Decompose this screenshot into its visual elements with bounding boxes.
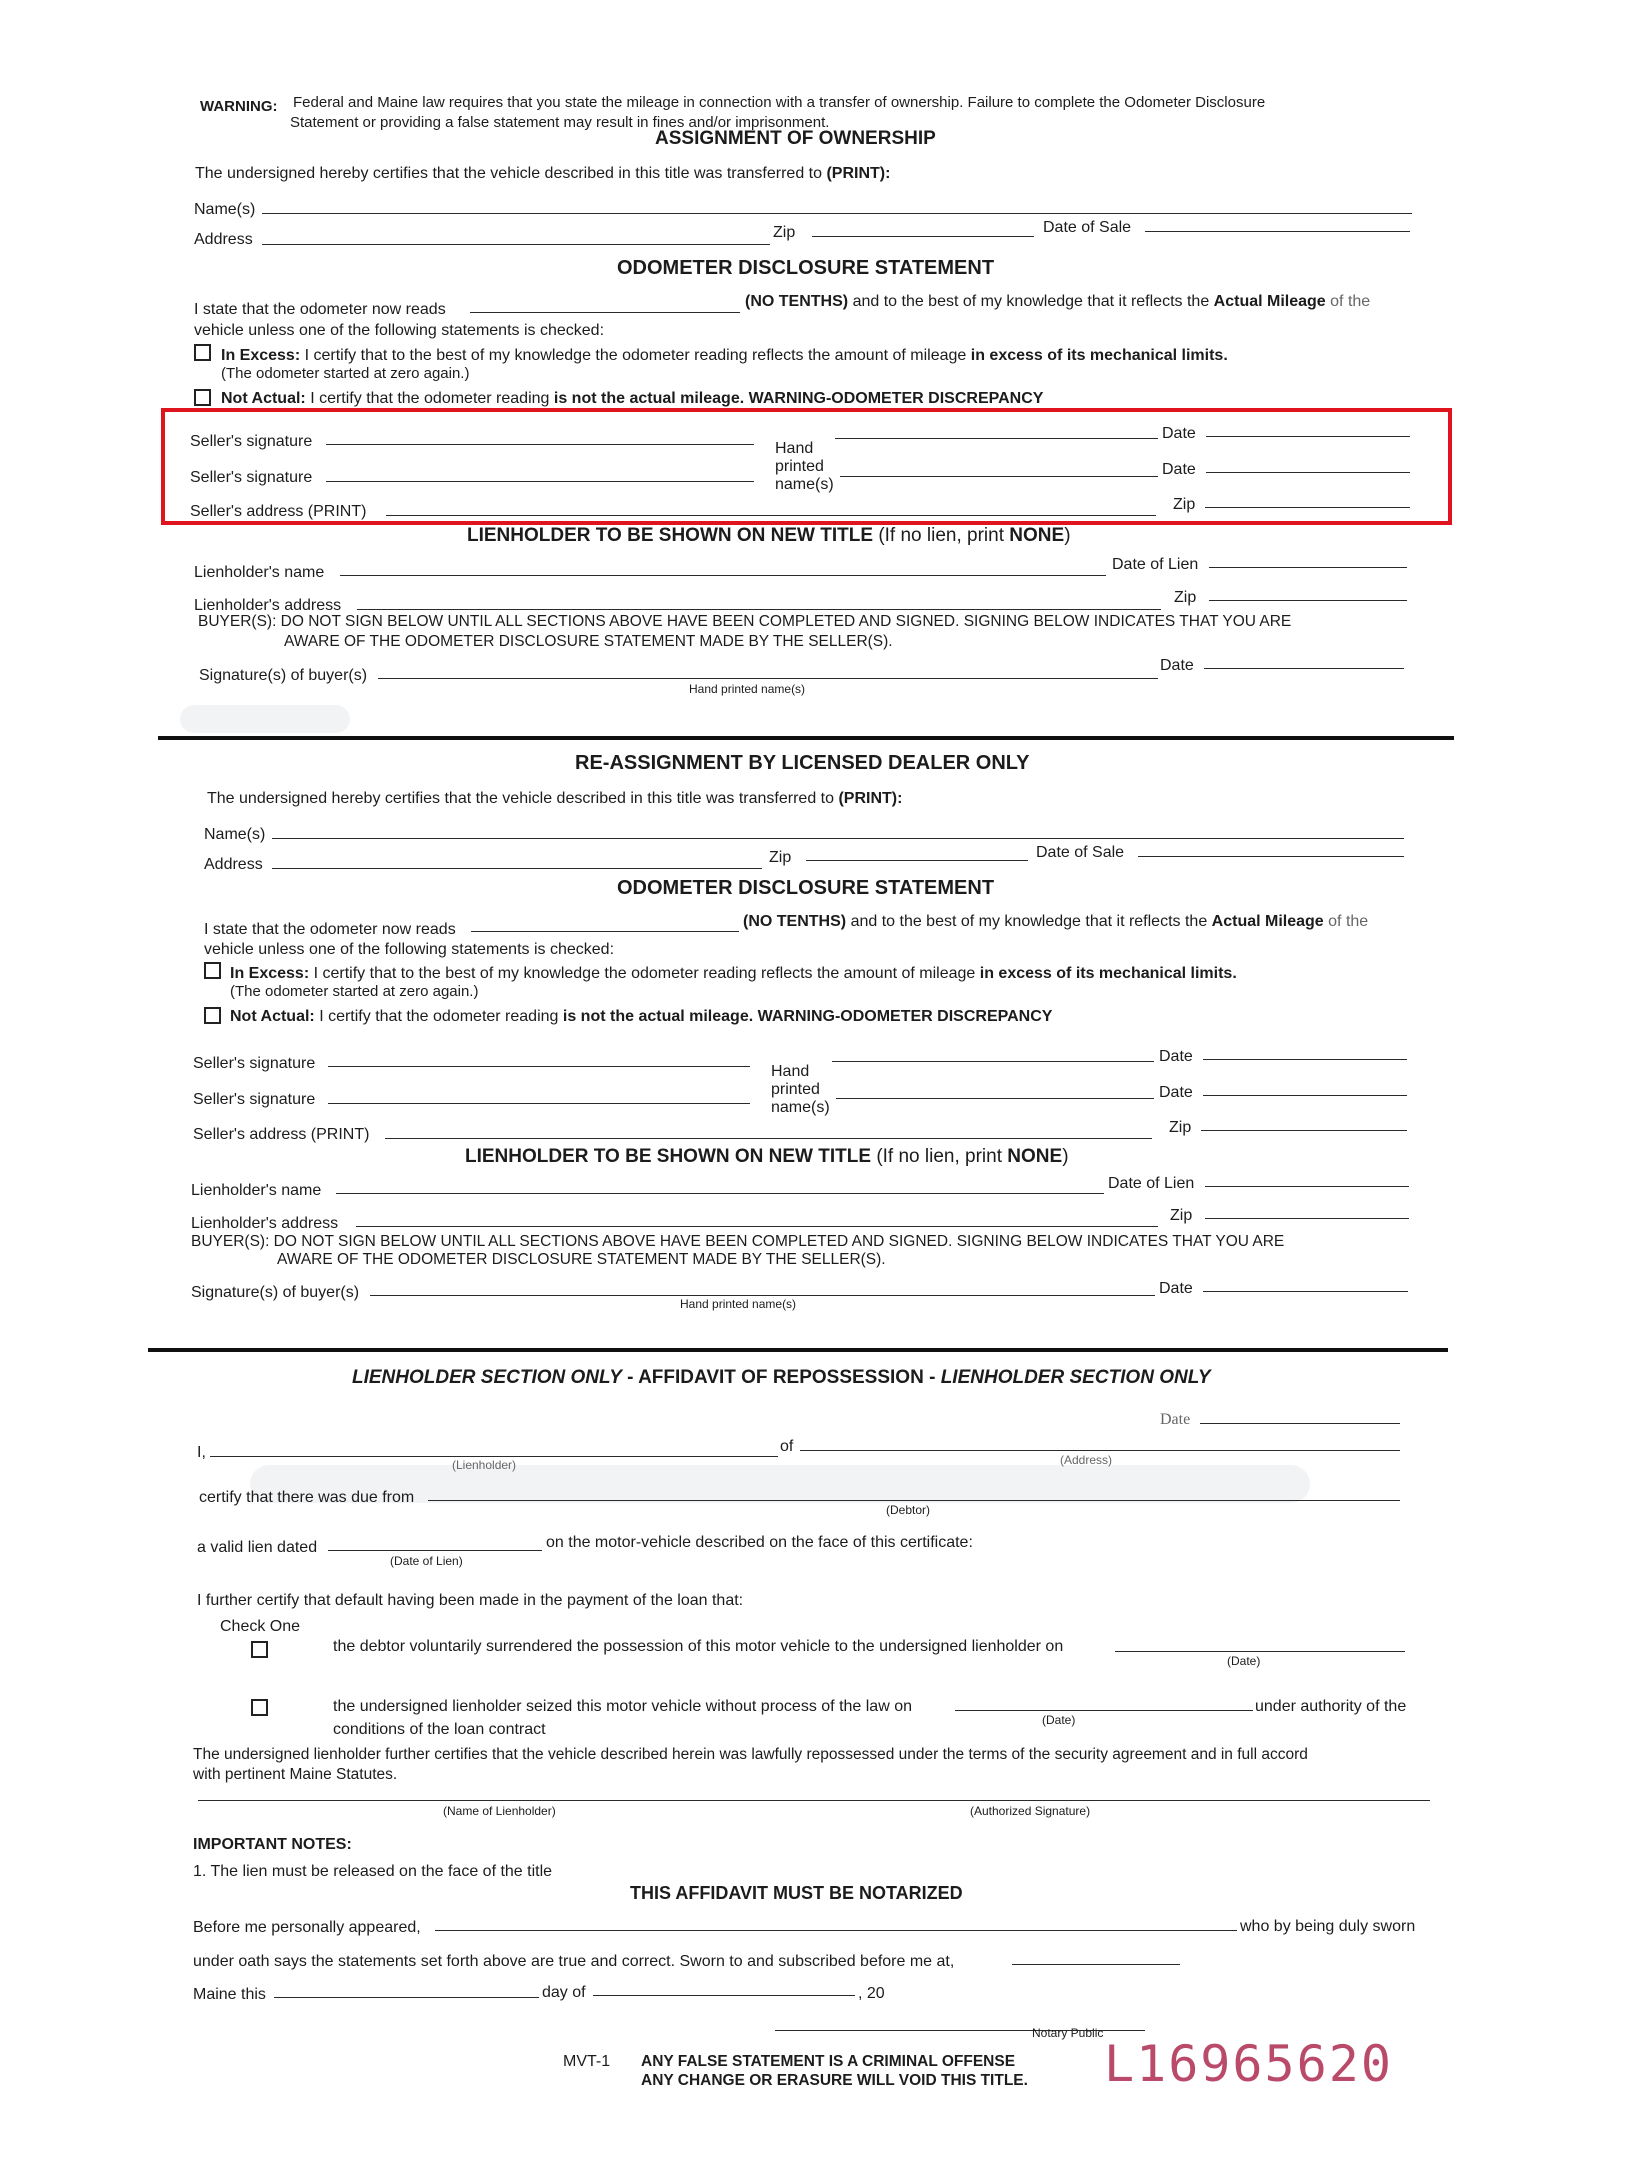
- buyer-warning-line-1: BUYER(S): DO NOT SIGN BELOW UNTIL ALL SECTIONS ABOVE HAVE BEEN COMPLETED AND SIGNED. SIGNING BELOW INDICATES THAT YOU ARE: [198, 613, 1292, 630]
- seller-address-label: Seller's address (PRINT): [190, 503, 367, 520]
- date-of-sale-label: Date of Sale: [1043, 219, 1132, 236]
- started-zero-note-2: (The odometer started at zero again.): [230, 983, 479, 1000]
- hand-printed-field-1[interactable]: [835, 438, 1158, 439]
- seller-zip-label-2: Zip: [1169, 1119, 1192, 1136]
- buyer-signature-label-2: Signature(s) of buyer(s): [191, 1284, 360, 1301]
- seller-date-field-1[interactable]: [1206, 436, 1410, 437]
- seller-signature-field-3[interactable]: [328, 1066, 750, 1067]
- date-of-lien-label-2: Date of Lien: [1108, 1175, 1195, 1192]
- odometer-reads-text: I state that the odometer now reads: [194, 301, 446, 318]
- debtor-field[interactable]: [428, 1500, 1400, 1501]
- paper-smudge: [180, 705, 350, 733]
- hand-printed-field-3[interactable]: [832, 1061, 1154, 1062]
- seller-zip-field[interactable]: [1205, 507, 1410, 508]
- debtor-caption: (Debtor): [886, 1503, 931, 1517]
- month-field[interactable]: [593, 1995, 855, 1996]
- odometer-reading-field[interactable]: [470, 312, 740, 313]
- of-label: of: [780, 1438, 794, 1455]
- option-surrendered-checkbox[interactable]: [251, 1641, 268, 1658]
- zip-field-2[interactable]: [806, 860, 1028, 861]
- seller-address-field-2[interactable]: [385, 1138, 1152, 1139]
- odometer-reads-text-2: I state that the odometer now reads: [204, 921, 456, 938]
- hand-printed-label-6: name(s): [771, 1099, 830, 1116]
- further-certify-text: I further certify that default having been made in the payment of the loan that:: [197, 1592, 744, 1609]
- surrender-date-field[interactable]: [1115, 1651, 1405, 1652]
- seller-signature-label-1: Seller's signature: [190, 433, 313, 450]
- started-zero-note: (The odometer started at zero again.): [221, 365, 470, 382]
- notarized-title: THIS AFFIDAVIT MUST BE NOTARIZED: [630, 1883, 963, 1903]
- lienholder-signature-field[interactable]: [198, 1800, 1430, 1801]
- date-of-sale-field-2[interactable]: [1138, 856, 1404, 857]
- on-vehicle-text: on the motor-vehicle described on the face of this certificate:: [546, 1534, 973, 1551]
- buyer-warning-line-3: BUYER(S): DO NOT SIGN BELOW UNTIL ALL SECTIONS ABOVE HAVE BEEN COMPLETED AND SIGNED. SIGNING BELOW INDICATES THAT YOU ARE: [191, 1233, 1285, 1250]
- seller-zip-label: Zip: [1173, 496, 1196, 513]
- lienholder-address-label-1: Lienholder's address: [194, 597, 342, 614]
- odometer-vehicle-unless-2: vehicle unless one of the following statements is checked:: [204, 941, 615, 958]
- lienholder-zip-field-2[interactable]: [1205, 1218, 1409, 1219]
- seller-date-field-3[interactable]: [1203, 1059, 1407, 1060]
- date-of-lien-field-1[interactable]: [1209, 567, 1407, 568]
- in-excess-statement: In Excess: I certify that to the best of my knowledge the odometer reading reflects the amount of mileage in excess of its mechanical limits.: [221, 347, 1228, 364]
- under-oath-text: under oath says the statements set forth above are true and correct. Sworn to and subscribed before me at,: [193, 1953, 955, 1970]
- name-of-lienholder-caption: (Name of Lienholder): [443, 1804, 556, 1818]
- seller-signature-label-3: Seller's signature: [193, 1055, 316, 1072]
- form-id: MVT-1: [563, 2053, 611, 2070]
- sworn-location-field[interactable]: [1012, 1964, 1180, 1965]
- buyer-date-label-2: Date: [1159, 1280, 1193, 1297]
- appeared-name-field[interactable]: [435, 1930, 1237, 1931]
- repossession-date-label: Date: [1160, 1411, 1191, 1428]
- odometer-reading-field-2[interactable]: [471, 931, 739, 932]
- lienholder-caption: (Lienholder): [452, 1458, 517, 1472]
- lienholder-name-label-1: Lienholder's name: [194, 564, 325, 581]
- option-seized-checkbox[interactable]: [251, 1699, 268, 1716]
- buyer-hand-printed-2: Hand printed name(s): [680, 1297, 797, 1311]
- zip-field[interactable]: [812, 236, 1034, 237]
- seller-signature-field-2[interactable]: [326, 481, 754, 482]
- warning-line-2: Statement or providing a false statement may result in fines and/or imprisonment.: [290, 114, 830, 131]
- footer-line-1: ANY FALSE STATEMENT IS A CRIMINAL OFFENSE: [641, 2053, 1016, 2070]
- buyer-signature-field-1[interactable]: [378, 678, 1158, 679]
- in-excess-checkbox-2[interactable]: [204, 962, 221, 979]
- names-label-2: Name(s): [204, 826, 266, 843]
- seller-date-field-2[interactable]: [1206, 472, 1410, 473]
- not-actual-checkbox[interactable]: [194, 389, 211, 406]
- odometer-title-1: ODOMETER DISCLOSURE STATEMENT: [617, 257, 995, 279]
- not-actual-statement-2: Not Actual: I certify that the odometer reading is not the actual mileage. WARNING-ODOMETER DISCREPANCY: [230, 1008, 1053, 1025]
- duly-sworn-text: who by being duly sworn: [1240, 1918, 1416, 1935]
- important-notes-title: IMPORTANT NOTES:: [193, 1836, 352, 1853]
- zip-label: Zip: [773, 224, 796, 241]
- odometer-title-2: ODOMETER DISCLOSURE STATEMENT: [617, 877, 995, 899]
- lienholder-zip-field-1[interactable]: [1209, 600, 1407, 601]
- hand-printed-label-5: printed: [771, 1081, 820, 1098]
- important-note-1: 1. The lien must be released on the face of the title: [193, 1863, 553, 1880]
- hand-printed-label-2: printed: [775, 458, 824, 475]
- surrender-date-caption: (Date): [1227, 1654, 1261, 1668]
- zip-label-2: Zip: [769, 849, 792, 866]
- lienholder-address-label-2: Lienholder's address: [191, 1215, 339, 1232]
- reassignment-title: RE-ASSIGNMENT BY LICENSED DEALER ONLY: [575, 752, 1030, 774]
- lienholder-address-field[interactable]: [800, 1450, 1400, 1451]
- seller-address-label-2: Seller's address (PRINT): [193, 1126, 370, 1143]
- seller-zip-field-2[interactable]: [1201, 1130, 1407, 1131]
- seized-date-caption: (Date): [1042, 1713, 1076, 1727]
- lienholder-address-field-2[interactable]: [356, 1226, 1158, 1227]
- date-of-lien-caption: (Date of Lien): [390, 1554, 463, 1568]
- before-me-label: Before me personally appeared,: [193, 1919, 421, 1936]
- seller-date-label-3: Date: [1159, 1048, 1193, 1065]
- option-seized-text: the undersigned lienholder seized this motor vehicle without process of the law on: [333, 1698, 912, 1715]
- seller-signature-label-4: Seller's signature: [193, 1091, 316, 1108]
- maine-this-label: Maine this: [193, 1986, 266, 2003]
- reassignment-certify-text: The undersigned hereby certifies that the vehicle described in this title was transferred to (PRINT):: [207, 790, 903, 807]
- seller-signature-label-2: Seller's signature: [190, 469, 313, 486]
- in-excess-checkbox[interactable]: [194, 344, 211, 361]
- warning-prefix: WARNING:: [200, 98, 278, 115]
- buyer-hand-printed-1: Hand printed name(s): [689, 682, 806, 696]
- valid-lien-label: a valid lien dated: [197, 1539, 318, 1556]
- check-one-label: Check One: [220, 1618, 301, 1635]
- date-of-sale-label-2: Date of Sale: [1036, 844, 1125, 861]
- buyer-signature-label-1: Signature(s) of buyer(s): [199, 667, 368, 684]
- lienholder-field[interactable]: [210, 1456, 778, 1457]
- not-actual-statement: Not Actual: I certify that the odometer reading is not the actual mileage. WARNING-ODOMETER DISCREPANCY: [221, 390, 1044, 407]
- day-of-label: day of: [542, 1984, 586, 2001]
- odometer-reflects-text-2: (NO TENTHS) and to the best of my knowledge that it reflects the Actual Mileage of the: [743, 913, 1369, 930]
- lienholder-name-field-1[interactable]: [340, 575, 1106, 576]
- i-label: I,: [197, 1444, 206, 1461]
- address-label-2: Address: [204, 856, 263, 873]
- section-divider-2: [148, 1348, 1448, 1352]
- day-field[interactable]: [274, 1997, 539, 1998]
- lienholder-address-field-1[interactable]: [357, 609, 1161, 610]
- odometer-reflects-text: (NO TENTHS) and to the best of my knowledge that it reflects the Actual Mileage of the: [745, 293, 1371, 310]
- lienholder-title-1: LIENHOLDER TO BE SHOWN ON NEW TITLE (If no lien, print NONE): [467, 525, 1071, 546]
- seller-date-label-4: Date: [1159, 1084, 1193, 1101]
- seized-date-field[interactable]: [955, 1710, 1253, 1711]
- names-field[interactable]: [262, 213, 1412, 214]
- address-label: Address: [194, 231, 253, 248]
- authorized-signature-caption: (Authorized Signature): [970, 1804, 1091, 1818]
- seller-signature-field-4[interactable]: [328, 1103, 750, 1104]
- in-excess-statement-2: In Excess: I certify that to the best of my knowledge the odometer reading reflects the amount of mileage in excess of its mechanical limits.: [230, 965, 1237, 982]
- seller-date-label-2: Date: [1162, 461, 1196, 478]
- under-authority-text: under authority of the: [1255, 1698, 1407, 1715]
- address-caption: (Address): [1060, 1453, 1113, 1467]
- lienholder-zip-label-2: Zip: [1170, 1207, 1193, 1224]
- lienholder-zip-label-1: Zip: [1174, 589, 1197, 606]
- certify-due-label: certify that there was due from: [199, 1489, 415, 1506]
- loan-contract-text: conditions of the loan contract: [333, 1721, 546, 1738]
- footer-line-2: ANY CHANGE OR ERASURE WILL VOID THIS TITLE.: [641, 2072, 1028, 2089]
- buyer-date-field-2[interactable]: [1203, 1291, 1408, 1292]
- lienholder-name-label-2: Lienholder's name: [191, 1182, 322, 1199]
- odometer-vehicle-unless: vehicle unless one of the following statements is checked:: [194, 322, 605, 339]
- hand-printed-field-4[interactable]: [836, 1098, 1154, 1099]
- further-certifies-line-1: The undersigned lienholder further certifies that the vehicle described herein was lawfully repossessed under the terms of the security agreement and in full accord: [193, 1746, 1308, 1763]
- option-surrendered-text: the debtor voluntarily surrendered the possession of this motor vehicle to the undersigned lienholder on: [333, 1638, 1064, 1655]
- year-label: , 20: [858, 1985, 885, 2002]
- hand-printed-field-2[interactable]: [840, 476, 1158, 477]
- seller-date-label-1: Date: [1162, 425, 1196, 442]
- title-serial-number: L16965620: [1104, 2035, 1393, 2093]
- hand-printed-label-3: name(s): [775, 476, 834, 493]
- buyer-warning-line-2: AWARE OF THE ODOMETER DISCLOSURE STATEMENT MADE BY THE SELLER(S).: [284, 633, 893, 650]
- lienholder-title-2: LIENHOLDER TO BE SHOWN ON NEW TITLE (If no lien, print NONE): [465, 1146, 1069, 1167]
- assignment-certify-text: The undersigned hereby certifies that the vehicle described in this title was transferred to (PRINT):: [195, 165, 891, 182]
- buyer-signature-field-2[interactable]: [370, 1295, 1155, 1296]
- not-actual-checkbox-2[interactable]: [204, 1007, 221, 1024]
- seller-date-field-4[interactable]: [1203, 1095, 1407, 1096]
- repossession-date-field[interactable]: [1200, 1423, 1400, 1424]
- hand-printed-label-1: Hand: [775, 440, 814, 457]
- section-divider-1: [158, 736, 1454, 740]
- date-of-lien-repossession-field[interactable]: [328, 1550, 542, 1551]
- buyer-date-field-1[interactable]: [1204, 668, 1404, 669]
- warning-line-1: Federal and Maine law requires that you state the mileage in connection with a transfer of ownership. Failure to complete the Odometer Disclosure: [293, 94, 1266, 111]
- date-of-lien-label-1: Date of Lien: [1112, 556, 1199, 573]
- date-of-sale-field[interactable]: [1145, 231, 1410, 232]
- notary-public-caption: Notary Public: [1032, 2026, 1104, 2040]
- hand-printed-label-4: Hand: [771, 1063, 810, 1080]
- address-field-2[interactable]: [272, 868, 762, 869]
- buyer-warning-line-4: AWARE OF THE ODOMETER DISCLOSURE STATEMENT MADE BY THE SELLER(S).: [277, 1251, 886, 1268]
- repossession-title: LIENHOLDER SECTION ONLY - AFFIDAVIT OF REPOSSESSION - LIENHOLDER SECTION ONLY: [352, 1367, 1211, 1388]
- buyer-date-label-1: Date: [1160, 657, 1194, 674]
- names-field-2[interactable]: [272, 838, 1404, 839]
- seller-signature-field-1[interactable]: [326, 444, 754, 445]
- seller-address-field[interactable]: [386, 515, 1156, 516]
- assignment-title: ASSIGNMENT OF OWNERSHIP: [655, 128, 936, 149]
- address-field[interactable]: [262, 244, 770, 245]
- date-of-lien-field-2[interactable]: [1205, 1186, 1409, 1187]
- further-certifies-line-2: with pertinent Maine Statutes.: [193, 1766, 398, 1783]
- lienholder-name-field-2[interactable]: [336, 1193, 1104, 1194]
- names-label: Name(s): [194, 201, 256, 218]
